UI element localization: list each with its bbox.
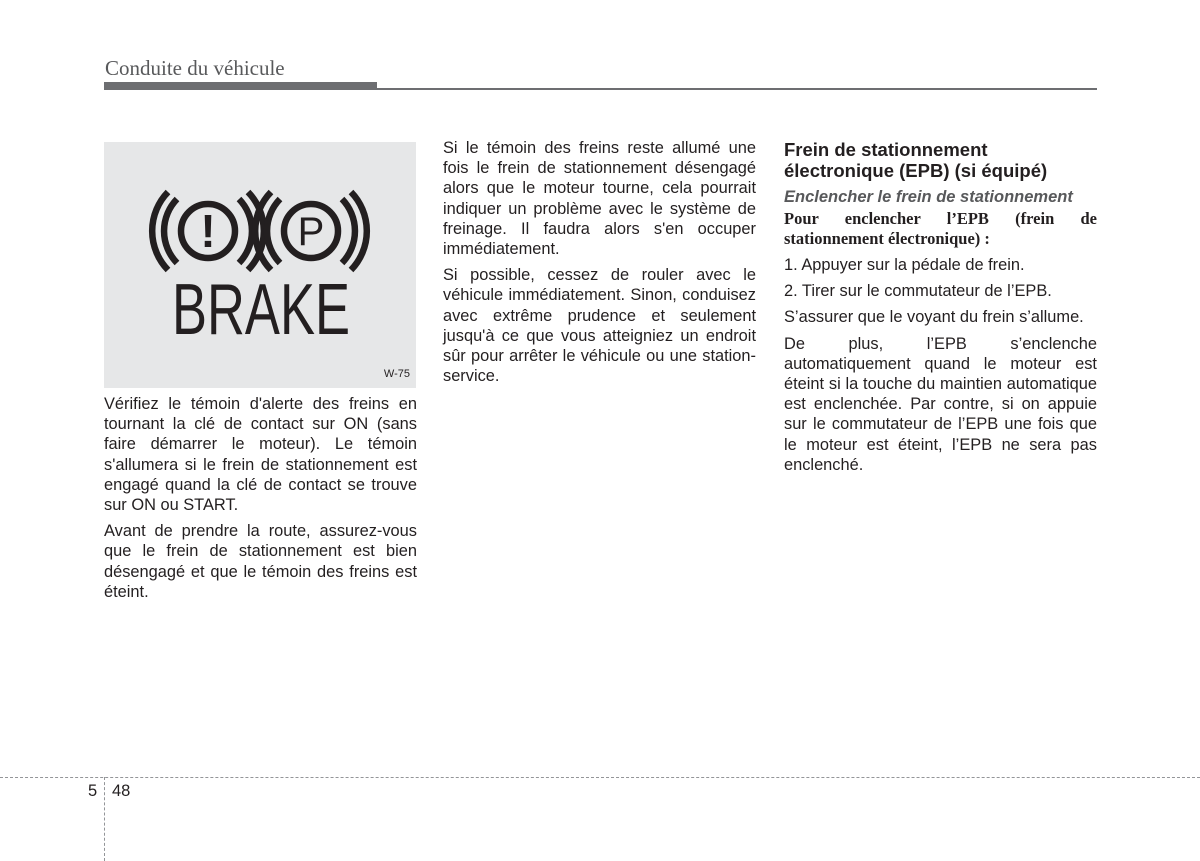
section-title: Frein de stationnement électronique (EPB) (si équipé) <box>784 139 1048 181</box>
paragraph: Avant de prendre la route, assurez-vous que le frein de stationnement est bien désengagé et que le témoin des freins est éteint. <box>104 522 417 601</box>
column-1 <box>104 394 417 608</box>
brake-warning-icon <box>104 142 416 388</box>
chapter-number: 5 <box>88 782 98 800</box>
paragraph: S’assurer que le voyant du frein s’allume. <box>784 308 1084 327</box>
step-item: 2. Tirer sur le commutateur de l’EPB. <box>784 282 1052 301</box>
parking-letter: P <box>297 210 325 254</box>
figure-code: W-75 <box>383 368 410 380</box>
subsection-title: Enclencher le frein de stationnement <box>784 188 1073 206</box>
paragraph: Si possible, cessez de rouler avec le véhicule immédiatement. Sinon, conduisez avec extrême prudence et seulement jusqu'à ce que vous atteigniez un endroit sûr pour arrêter le véhicule ou une station-service. <box>443 266 756 386</box>
paragraph: Si le témoin des freins reste allumé une fois le frein de stationnement désengagé alors que le moteur tourne, cela pourrait indiquer un problème avec le système de freinage. Il faudra alors s'en occuper immédiatement. <box>443 139 756 259</box>
header-rule <box>104 88 1097 90</box>
footer-divider <box>104 777 105 861</box>
warning-exclamation-mark: ! <box>200 205 216 257</box>
column-3 <box>784 139 1097 481</box>
paragraph: De plus, l’EPB s’enclenche automatiquement quand le moteur est éteint si la touche du maintien automatique est enclenchée. Par contre, si on appuie sur le commutateur de l’EPB une fois que le moteur est éteint, l’EPB ne sera pas enclenché. <box>784 334 1097 474</box>
brake-warning-figure <box>104 142 416 388</box>
paragraph: Vérifiez le témoin d'alerte des freins en tournant la clé de contact sur ON (sans faire démarrer le moteur). Le témoin s'allumera si le frein de stationnement est engagé quand la clé de contact se trouve sur ON ou START. <box>104 395 417 515</box>
column-2 <box>443 138 756 392</box>
instruction-intro: Pour enclencher l’EPB (frein de stationnement électronique) : <box>784 209 1097 248</box>
page-number: 48 <box>112 782 131 800</box>
brake-label: BRAKE <box>172 270 350 350</box>
page-header-title: Conduite du véhicule <box>105 56 285 80</box>
footer-rule <box>0 777 1200 778</box>
step-item: 1. Appuyer sur la pédale de frein. <box>784 256 1025 274</box>
